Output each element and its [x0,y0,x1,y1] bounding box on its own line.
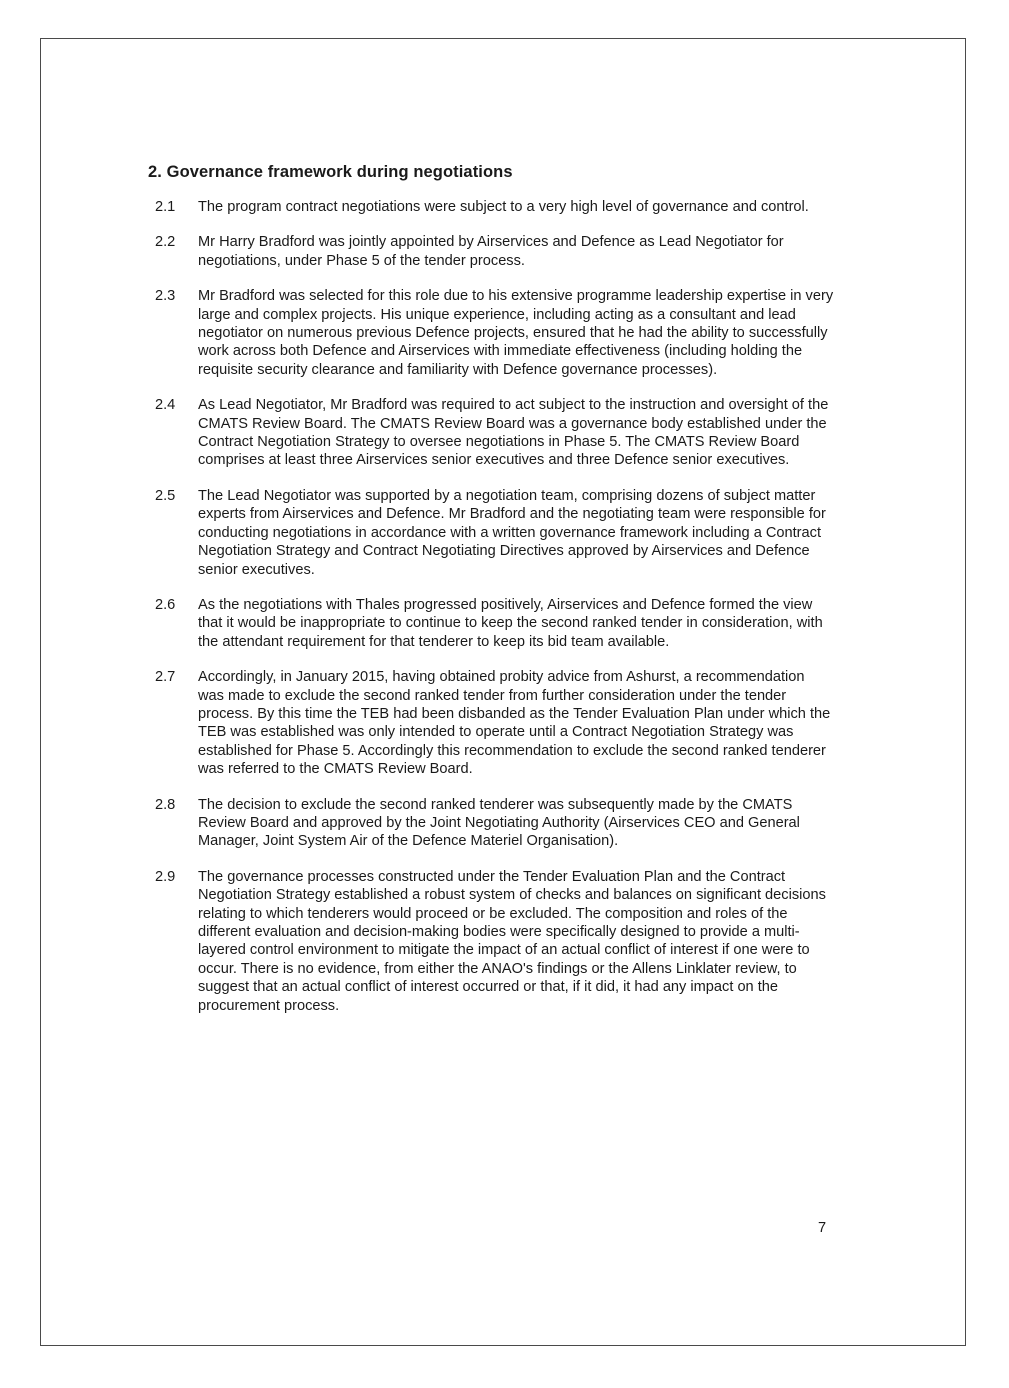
paragraph-number: 2.8 [155,796,176,813]
section-heading: 2. Governance framework during negotiations [148,163,513,181]
paragraph-2-6 [148,596,838,651]
paragraph-2-5 [148,487,838,579]
paragraph-number: 2.1 [155,199,176,215]
paragraph-text: The Lead Negotiator was supported by a negotiation team, comprising dozens of subject matter experts from Airservices and Defence. Mr Bradford and the negotiating team were responsible for conducting negotiations in accordance with a written governance framework including a Contract Negotiation Strategy and Contract Negotiating Directives approved by Airservices and Defence senior executives. [198,487,826,578]
paragraph-number: 2.4 [155,397,176,414]
paragraph-text: As the negotiations with Thales progressed positively, Airservices and Defence formed the view that it would be inappropriate to continue to keep the second ranked tender in consideration, with the attendant requirement for that tenderer to keep its bid team available. [198,596,823,650]
paragraph-text: Mr Harry Bradford was jointly appointed by Airservices and Defence as Lead Negotiator for negotiations, under Phase 5 of the tender process. [198,234,784,269]
paragraph-number: 2.7 [155,669,176,686]
paragraph-2-1 [148,198,838,216]
paragraph-number: 2.5 [155,487,176,504]
paragraph-2-4 [148,396,838,470]
paragraph-text: The program contract negotiations were subject to a very high level of governance and control. [198,199,809,215]
paragraph-number: 2.2 [155,234,176,251]
paragraph-2-9 [148,868,838,1015]
paragraph-2-8 [148,796,838,851]
document-body [148,163,838,1032]
paragraph-text: Accordingly, in January 2015, having obtained probity advice from Ashurst, a recommendation was made to exclude the second ranked tender from further consideration under the tender process. By this time the TEB had been disbanded as the Tender Evaluation Plan under which the TEB was established was only intended to operate until a Contract Negotiation Strategy was established for Phase 5. Accordingly this recommendation to exclude the second ranked tenderer was referred to the CMATS Review Board. [198,669,831,778]
page-number: 7 [818,1220,827,1236]
paragraph-2-7 [148,668,838,778]
paragraph-number: 2.3 [155,288,176,305]
paragraph-2-3 [148,287,838,379]
paragraph-number: 2.6 [155,596,176,613]
paragraph-text: As Lead Negotiator, Mr Bradford was required to act subject to the instruction and oversight of the CMATS Review Board. The CMATS Review Board was a governance body established under the Contract Negotiation Strategy to oversee negotiations in Phase 5. The CMATS Review Board comprises at least three Airservices senior executives and three Defence senior executives. [198,397,829,469]
paragraph-text: Mr Bradford was selected for this role due to his extensive programme leadership expertise in very large and complex projects. His unique experience, including acting as a consultant and lead negotiator on numerous previous Defence projects, ensured that he had the ability to successfully work across both Defence and Airservices with immediate effectiveness (including holding the requisite security clearance and familiarity with Defence governance processes). [198,288,834,378]
paragraph-text: The governance processes constructed under the Tender Evaluation Plan and the Contract Negotiation Strategy established a robust system of checks and balances on significant decisions relating to which tenderers would proceed or be excluded. The composition and roles of the different evaluation and decision-making bodies were specifically designed to provide a multi-layered control environment to mitigate the impact of an actual conflict of interest if one were to occur. There is no evidence, from either the ANAO's findings or the Allens Linklater review, to suggest that an actual conflict of interest occurred or that, if it did, it had any impact on the procurement process. [198,868,826,1014]
paragraph-2-2 [148,233,838,270]
paragraph-number: 2.9 [155,868,176,885]
paragraph-text: The decision to exclude the second ranked tenderer was subsequently made by the CMATS Review Board and approved by the Joint Negotiating Authority (Airservices CEO and General Manager, Joint System Air of the Defence Materiel Organisation). [198,796,800,850]
